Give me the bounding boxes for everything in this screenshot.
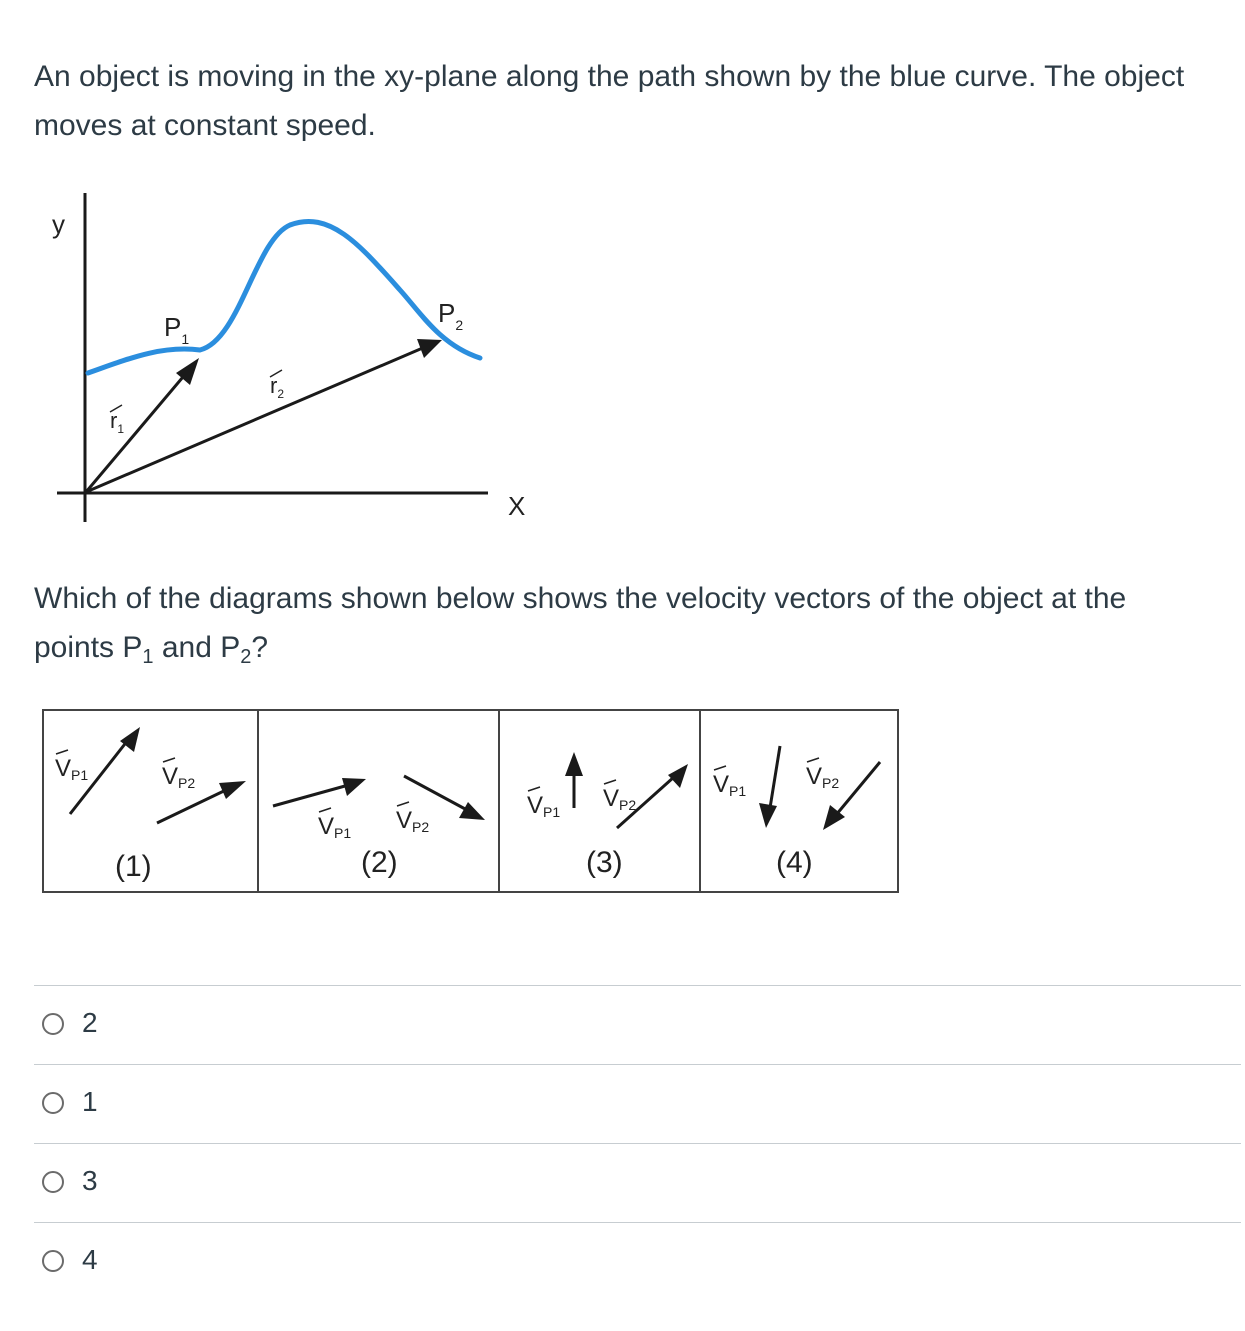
diagram-1-number: (1) xyxy=(115,850,152,883)
diagram-3-vp2-arrow xyxy=(617,764,688,828)
diagram-4-vp2-arrow xyxy=(823,762,880,830)
radio-button[interactable] xyxy=(42,1092,64,1114)
diagram-3-vp1-arrow xyxy=(565,752,583,808)
r2-vector xyxy=(86,339,442,492)
r1-label xyxy=(110,405,124,436)
diagram-1 xyxy=(55,727,246,883)
answer-label: 1 xyxy=(82,1086,98,1117)
answer-label: 4 xyxy=(82,1244,98,1275)
answer-option-3[interactable] xyxy=(34,1143,1241,1222)
diagram-2-v1-label: VP1 xyxy=(318,813,352,841)
radio-button[interactable] xyxy=(42,1171,64,1193)
diagram-3-v1-label: VP1 xyxy=(527,792,561,820)
x-axis-label: X xyxy=(508,491,526,521)
answer-option-1[interactable] xyxy=(34,1064,1241,1143)
answer-label: 3 xyxy=(82,1165,98,1196)
answer-option-4[interactable] xyxy=(34,1222,1241,1301)
diagram-1-v2-label: VP2 xyxy=(162,763,196,791)
diagram-4-v2-label: VP2 xyxy=(806,763,840,791)
diagram-4-vp1-arrow xyxy=(759,746,780,828)
diagram-3 xyxy=(527,752,688,879)
svg-text:r2: $r_2$ xyxy=(270,373,285,401)
question-intro: An object is moving in the xy-plane along the path shown by the blue curve. The object moves at constant speed. xyxy=(34,60,1185,142)
diagram-4 xyxy=(713,746,880,879)
diagram-3-number: (3) xyxy=(586,846,623,879)
r1-vector xyxy=(86,358,199,492)
diagram-4-number: (4) xyxy=(776,846,813,879)
diagram-3-v2-label: VP2 xyxy=(603,785,637,813)
svg-text:r1: $r_1$ xyxy=(110,408,125,436)
diagram-2-number: (2) xyxy=(361,846,398,879)
question-prompt: Which of the diagrams shown below shows the velocity vectors of the object at the points $P_1$ and $P_2$? xyxy=(34,582,1127,668)
diagram-2-vp1-arrow xyxy=(273,778,366,806)
diagram-4-v1-label: VP1 xyxy=(713,771,747,799)
diagram-2-v2-label: VP2 xyxy=(396,807,430,835)
r2-label xyxy=(270,370,284,401)
answer-list xyxy=(34,985,1241,1301)
p1-label: $P_1$ xyxy=(164,312,190,347)
radio-button[interactable] xyxy=(42,1013,64,1035)
radio-button[interactable] xyxy=(42,1250,64,1272)
diagram-2-vp2-arrow xyxy=(404,776,485,820)
y-axis-label: y xyxy=(52,209,65,239)
answer-option-2[interactable] xyxy=(34,985,1241,1064)
p2-label: $P_2$ xyxy=(438,298,464,333)
diagram-2 xyxy=(273,776,485,879)
answer-label: 2 xyxy=(82,1007,98,1038)
diagram-1-v1-label: VP1 xyxy=(55,755,89,783)
path-figure xyxy=(0,180,560,540)
velocity-diagrams xyxy=(0,700,910,900)
